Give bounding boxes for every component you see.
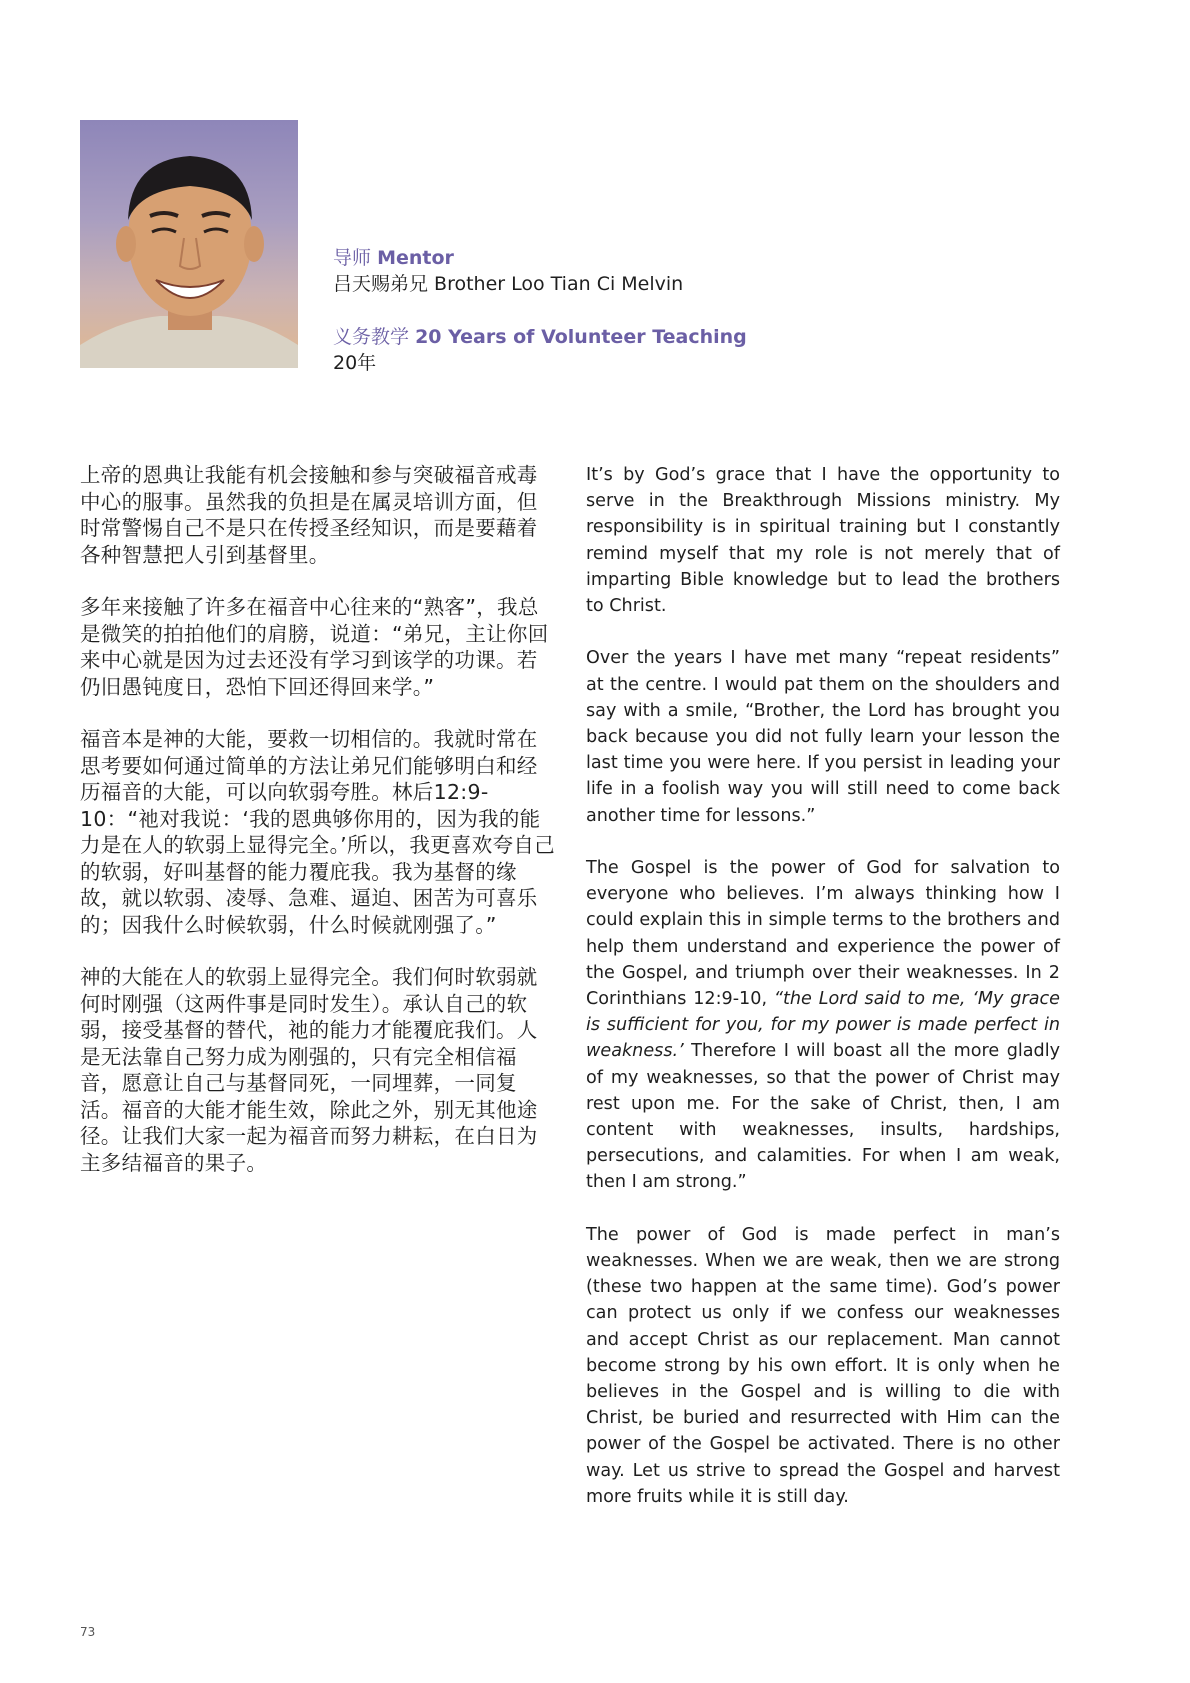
service-label-en: 20 Years of Volunteer Teaching [415,326,747,348]
scripture-quote: “the Lord said to me, ‘My grace is sufficient for you, for my power is made perfect in weakness.’ [586,989,1060,1062]
mentor-name: 吕天赐弟兄 Brother Loo Tian Ci Melvin [333,273,684,295]
role-label-en: Mentor [377,247,454,269]
chinese-column [80,462,555,1202]
mentor-photo [80,120,298,368]
mentor-info [333,245,747,376]
service-value: 20年 [333,352,377,374]
chinese-paragraph-3: 福音本是神的大能，要救一切相信的。我就时常在思考要如何通过简单的方法让弟兄们能够明白和经历福音的大能，可以向软弱夸胜。林后12:9-10：“祂对我说：‘我的恩典够你用的，因为我的能力是在人的软弱上显得完全。’所以，我更喜欢夸自己的软弱，好叫基督的能力覆庇我。我为基督的缘故，就以软弱、凌辱、急难、逼迫、困苦为可喜乐的；因我什么时候软弱，什么时候就刚强了。” [80,727,555,937]
english-paragraph-1: It’s by God’s grace that I have the opportunity to serve in the Breakthrough Missions ministry. My responsibility is in spiritual training but I constantly remind myself that my role is not merely that of imparting Bible knowledge but to lead the brothers to Christ. [586,465,1060,617]
english-paragraph-2: Over the years I have met many “repeat residents” at the centre. I would pat them on the shoulders and say with a smile, “Brother, the Lord has brought you back because you did not fully learn your lesson the last time you were here. If you persist in leading your life in a foolish way you will still need to come back another time for lessons.” [586,648,1060,826]
english-paragraph-3-lead: The Gospel is the power of God for salvation to everyone who believes. I’m always thinking how I could explain this in simple terms to the brothers and help them understand and experience the power of the Gospel, and triumph over their weaknesses. In 2 Corinthians 12:9-10, [586,858,1060,1010]
english-column [586,462,1060,1536]
chinese-paragraph-1: 上帝的恩典让我能有机会接触和参与突破福音戒毒中心的服事。虽然我的负担是在属灵培训方面，但时常警惕自己不是只在传授圣经知识，而是要藉着各种智慧把人引到基督里。 [80,463,538,567]
role-label [333,245,747,271]
chinese-paragraph-4: 神的大能在人的软弱上显得完全。我们何时软弱就何时刚强（这两件事是同时发生）。承认自己的软弱，接受基督的替代，祂的能力才能覆庇我们。人是无法靠自己努力成为刚强的，只有完全相信福音，愿意让自己与基督同死，一同埋葬，一同复活。福音的大能才能生效，除此之外，别无其他途径。让我们大家一起为福音而努力耕耘，在白日为主多结福音的果子。 [80,965,538,1175]
role-label-zh: 导师 [333,247,372,269]
english-paragraph-3-tail: Therefore I will boast all the more gladly of my weaknesses, so that the power of Christ may rest upon me. For the sake of Christ, then, I am content with weaknesses, insults, hardships, persecutions, and calamities. For when I am weak, then I am strong.” [586,1041,1060,1193]
chinese-paragraph-2: 多年来接触了许多在福音中心往来的“熟客”，我总是微笑的拍拍他们的肩膀，说道：“弟兄，主让你回来中心就是因为过去还没有学习到该学的功课。若仍旧愚钝度日，恐怕下回还得回来学。” [80,595,549,699]
english-paragraph-4: The power of God is made perfect in man’s weaknesses. When we are weak, then we are strong (these two happen at the same time). God’s power can protect us only if we confess our weaknesses and accept Christ as our replacement. Man cannot become strong by his own effort. It is only when he believes in the Gospel and is willing to die with Christ, be buried and resurrected with Him can the power of the Gospel be activated. There is no other way. Let us strive to spread the Gospel and harvest more fruits while it is still day. [586,1224,1060,1507]
service-label [333,324,747,350]
service-label-zh: 义务教学 [333,326,410,348]
english-paragraph-3 [586,855,1060,1196]
page-number: 73 [80,1625,96,1639]
